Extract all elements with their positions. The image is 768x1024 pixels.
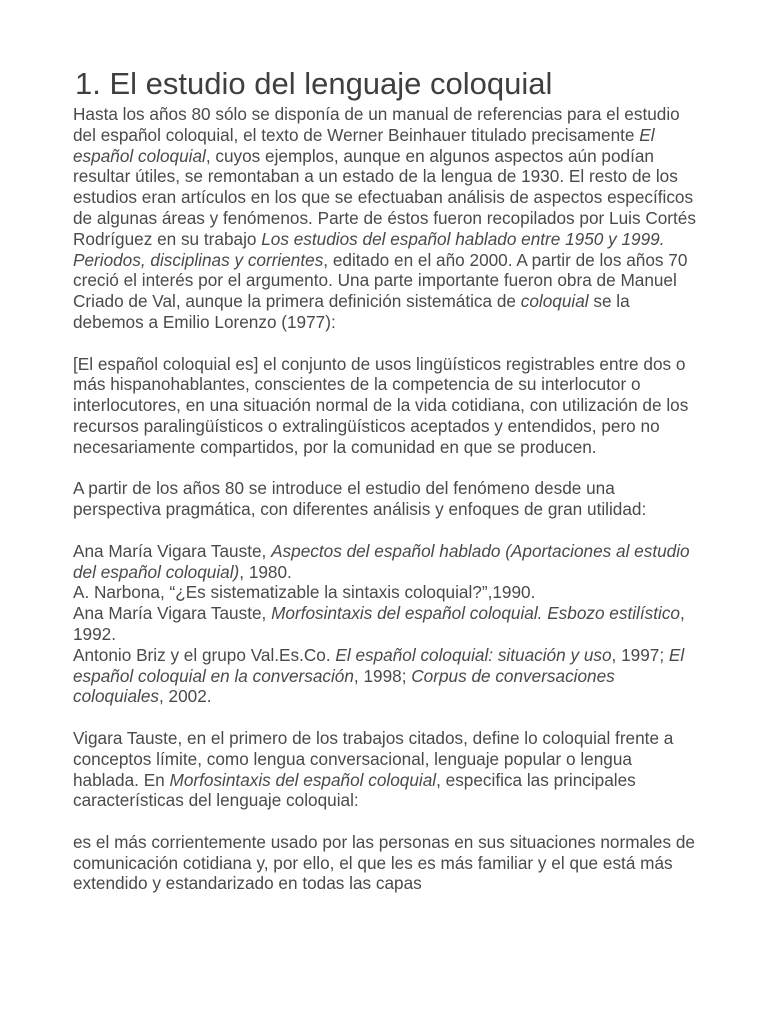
document-page	[73, 64, 699, 894]
book-title-espanol-coloquial: El español coloquial	[73, 124, 655, 166]
reference-year: , 2002.	[159, 686, 212, 707]
reference-year: , 1980.	[239, 561, 292, 582]
reference-year: , 1998;	[353, 665, 412, 686]
definition-quote: [El español coloquial es] el conjunto de usos lingüísticos registrables entre dos o más hispanohablantes, conscientes de la competencia de su interlocutor o interlocutores, en una situación normal de la vida cotidiana, con utilización de los recursos paralingüísticos o extralingüísticos aceptados y entendidos, pero no necesariamente compartidos, por la comunidad en que se producen.	[73, 353, 689, 457]
reference-item	[73, 541, 699, 583]
section-heading: 1. El estudio del lenguaje coloquial	[75, 66, 553, 101]
reference-title: El español coloquial: situación y uso	[335, 644, 612, 665]
intro-text-3: , editado en el año 2000. A partir de los años 70 creció el interés por el argumento. Una parte importante fueron obra de Manuel Criado de Val, aunque la primera definición sistemática de	[73, 249, 688, 312]
intro-text-4: se la debemos a Emilio Lorenzo (1977):	[73, 291, 630, 332]
pragmatic-paragraph: A partir de los años 80 se introduce el estudio del fenómeno desde una perspectiva pragmática, con diferentes análisis y enfoques de gran utilidad:	[73, 478, 647, 520]
vigara-text-1: Vigara Tauste, en el primero de los trabajos citados, define lo coloquial frente a conceptos límite, como lengua conversacional, lenguaje popular o lengua hablada. En	[73, 727, 674, 790]
reference-title: Aspectos del español hablado (Aportaciones al estudio del español coloquial)	[73, 540, 690, 582]
term-coloquial: coloquial	[520, 291, 589, 312]
reference-title: Morfosintaxis del español coloquial. Esbozo estilístico	[271, 603, 680, 624]
vigara-text-2: , especifica las principales características del lenguaje coloquial:	[73, 769, 636, 811]
reference-year: , 1997;	[611, 644, 669, 665]
reference-year: , 1992.	[73, 603, 685, 644]
reference-author: Ana María Vigara Tauste,	[73, 603, 272, 624]
intro-text-1: Hasta los años 80 sólo se disponía de un manual de referencias para el estudio del español coloquial, el texto de Werner Beinhauer titulado precisamente	[73, 104, 680, 145]
characteristics-paragraph: es el más corrientemente usado por las personas en sus situaciones normales de comunicación cotidiana y, por ello, el que les es más familiar y el que está más extendido y estandarizado en todas las capas	[73, 831, 695, 894]
reference-author: Ana María Vigara Tauste,	[73, 540, 272, 561]
vigara-paragraph	[73, 728, 699, 811]
reference-title: Corpus de conversaciones coloquiales	[73, 665, 615, 707]
reference-item	[73, 645, 699, 707]
book-title-morfosintaxis: Morfosintaxis del español coloquial	[169, 769, 437, 790]
reference-item: A. Narbona, “¿Es sistematizable la sintaxis coloquial?”,1990.	[73, 582, 536, 603]
references-list	[73, 541, 699, 707]
book-title-estudios-espanol-hablado: Los estudios del español hablado entre 1950 y 1999. Periodos, disciplinas y corrientes	[73, 228, 665, 270]
intro-paragraph	[73, 104, 699, 333]
reference-author: Antonio Briz y el grupo Val.Es.Co.	[73, 644, 336, 665]
reference-title: El español coloquial en la conversación	[73, 644, 685, 686]
reference-item	[73, 603, 699, 645]
intro-text-2: , cuyos ejemplos, aunque en algunos aspectos aún podían resultar útiles, se remontaban a un estado de la lengua de 1930. El resto de los estudios eran artículos en los que se efectuaban análisis de aspectos específicos de algunas áreas y fenómenos. Parte de éstos fueron recopilados por Luis Cortés Rodríguez en su trabajo	[73, 145, 696, 249]
